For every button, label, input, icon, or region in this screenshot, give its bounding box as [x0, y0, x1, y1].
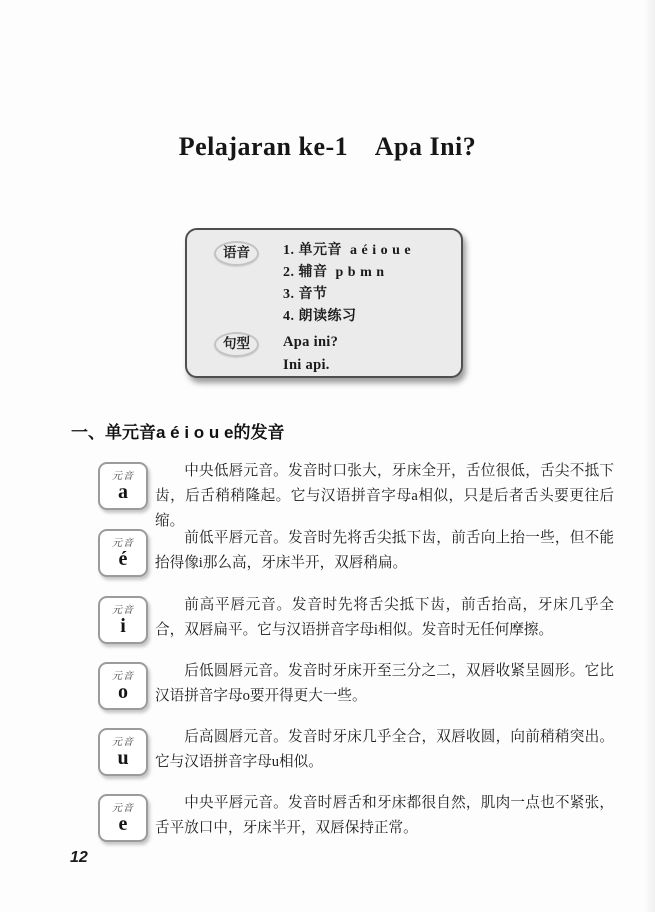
vowel-entry-u [98, 728, 614, 776]
vowel-tag-label: 元音 [112, 605, 134, 616]
summary-row [187, 241, 461, 263]
vowel-tag-label: 元音 [112, 671, 134, 682]
sentence-pattern-label: 句型 [214, 332, 259, 357]
vowel-letter: é [118, 548, 128, 570]
vowel-entry-e-acute [98, 529, 614, 577]
vowel-entry-i [98, 596, 614, 644]
phonetics-label: 语音 [214, 241, 259, 266]
vowel-letter: e [118, 813, 128, 835]
phonetics-item: 2. 辅音 p b m n [283, 265, 385, 280]
phonetics-item: 3. 音节 [283, 287, 328, 302]
vowel-box [98, 728, 148, 776]
summary-row [187, 263, 461, 285]
vowel-box [98, 529, 148, 577]
vowel-letter: i [120, 615, 126, 637]
vowel-box [98, 462, 148, 510]
summary-row [187, 355, 461, 378]
summary-row [187, 307, 461, 329]
vowel-box [98, 662, 148, 710]
vowel-entry-o [98, 662, 614, 710]
phonetics-item: 4. 朗读练习 [283, 309, 357, 324]
vowel-tag-label: 元音 [112, 803, 134, 814]
vowel-description: 中央低唇元音。发音时口张大，牙床全开，舌位很低，舌尖不抵下齿，后舌稍稍隆起。它与汉语拼音字母a相似，只是后者舌头要更往后缩。 [155, 463, 614, 529]
summary-row [187, 285, 461, 307]
vowel-entry-a [98, 462, 614, 534]
vowel-letter: u [117, 747, 129, 769]
vowel-description: 前低平唇元音。发音时先将舌尖抵下齿，前舌向上抬一些，但不能抬得像i那么高，牙床半开，双唇稍扁。 [155, 530, 614, 571]
section-heading: 一、单元音a é i o u e的发音 [71, 423, 285, 442]
summary-row [187, 332, 461, 355]
vowel-entry-e [98, 794, 614, 842]
vowel-box [98, 794, 148, 842]
vowel-box [98, 596, 148, 644]
vowel-tag-label: 元音 [112, 471, 134, 482]
lesson-title: Pelajaran ke-1 Apa Ini? [178, 132, 477, 161]
vowel-letter: o [118, 681, 128, 703]
vowel-letter: a [118, 481, 128, 503]
vowel-description: 后高圆唇元音。发音时牙床几乎全合，双唇收圆，向前稍稍突出。它与汉语拼音字母u相似。 [155, 729, 614, 770]
page-number: 12 [70, 849, 88, 866]
phonetics-item: 1. 单元音 a é i o u e [283, 243, 412, 258]
summary-box [185, 228, 463, 378]
vowel-description: 前高平唇元音。发音时先将舌尖抵下齿，前舌抬高，牙床几乎全合，双唇扁平。它与汉语拼音字母i相似。发音时无任何摩擦。 [155, 597, 614, 638]
vowel-tag-label: 元音 [112, 538, 134, 549]
pattern-item: Apa ini? [283, 334, 339, 350]
vowel-description: 中央平唇元音。发音时唇舌和牙床都很自然，肌肉一点也不紧张，舌平放口中，牙床半开，双唇保持正常。 [155, 795, 614, 836]
vowel-description: 后低圆唇元音。发音时牙床开至三分之二，双唇收紧呈圆形。它比汉语拼音字母o要开得更大一些。 [155, 663, 614, 704]
vowel-tag-label: 元音 [112, 737, 134, 748]
pattern-item: Ini api. [283, 357, 330, 373]
